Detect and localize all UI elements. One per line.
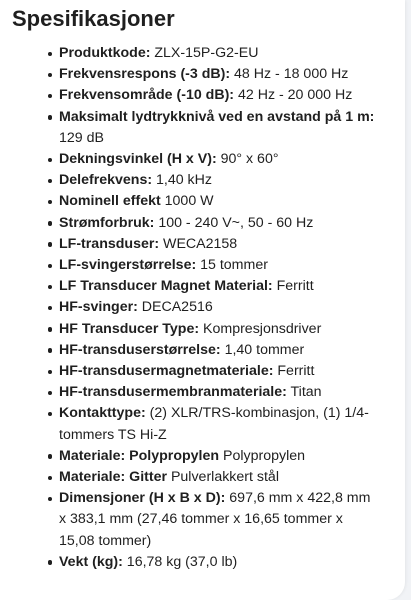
spec-value: (2) XLR/TRS-kombinasjon, (1) 1/4-tommers TS Hi-Z [59, 405, 369, 443]
spec-label: Nominell effekt [59, 193, 161, 210]
spec-label: HF-svinger: [59, 299, 138, 316]
spec-label: Maksimalt lydtrykknivå ved en avstand på 1 m: [59, 108, 375, 125]
spec-label: LF Transducer Magnet Material: [59, 278, 273, 295]
spec-item [59, 107, 377, 149]
spec-label: Strømforbruk: [59, 214, 155, 231]
spec-item [59, 361, 377, 382]
spec-item [59, 85, 377, 106]
spec-item [59, 234, 377, 255]
spec-label: Materiale: Polypropylen [59, 447, 220, 464]
spec-label: LF-transduser: [59, 235, 160, 252]
spec-value: 100 - 240 V~, 50 - 60 Hz [154, 214, 314, 231]
spec-item [59, 213, 377, 234]
spec-value: 16,78 kg (37,0 lb) [122, 553, 238, 570]
spec-item [59, 64, 377, 85]
spec-item [59, 488, 377, 552]
spec-item [59, 170, 377, 191]
spec-item [59, 297, 377, 318]
spec-label: Produktkode: [59, 45, 151, 61]
spec-value: 15 tommer [196, 257, 268, 274]
spec-value: ZLX-15P-G2-EU [150, 45, 259, 61]
spec-value: DECA2516 [137, 299, 213, 316]
spec-value: Pulverlakkert stål [167, 469, 279, 486]
spec-value: 90° x 60° [216, 151, 279, 168]
spec-value: Polypropylen [219, 447, 306, 464]
spec-value: 129 dB [59, 129, 104, 146]
spec-value: 697,6 mm x 422,8 mm x 383,1 mm (27,46 tommer x 16,65 tommer x 15,08 tommer) [59, 490, 371, 549]
spec-label: Frekvensrespons (-3 dB): [59, 66, 231, 83]
spec-label: Dekningsvinkel (H x V): [59, 151, 217, 168]
spec-value: Titan [286, 384, 322, 401]
spec-label: Kontakttype: [59, 405, 146, 422]
spec-item [59, 276, 377, 297]
spec-label: LF-svingerstørrelse: [59, 257, 197, 274]
spec-value: Ferritt [272, 278, 314, 295]
spec-label: Dimensjoner (H x B x D): [59, 490, 226, 507]
spec-value: 1,40 tommer [220, 341, 305, 358]
spec-item [59, 403, 377, 445]
spec-value: 1000 W [160, 193, 214, 210]
spec-value: 42 Hz - 20 000 Hz [234, 87, 353, 104]
spec-label: HF Transducer Type: [59, 320, 200, 337]
spec-label: Vekt (kg): [59, 553, 123, 570]
spec-item [59, 446, 377, 467]
spec-label: Delefrekvens: [59, 172, 153, 189]
spec-item [59, 191, 377, 212]
spec-label: HF-transdusermagnetmateriale: [59, 363, 274, 380]
spec-value: Ferritt [273, 363, 315, 380]
section-title: Spesifikasjoner [12, 6, 175, 31]
spec-label: Frekvensområde (-10 dB): [59, 87, 235, 104]
spec-item [59, 319, 377, 340]
spec-item [59, 255, 377, 276]
spec-value: Kompresjonsdriver [199, 320, 322, 337]
spec-value: 1,40 kHz [152, 172, 212, 189]
spec-item [59, 340, 377, 361]
spec-item [59, 149, 377, 170]
specifications-list [0, 43, 377, 573]
spec-item [59, 382, 377, 403]
spec-value: 48 Hz - 18 000 Hz [230, 66, 349, 83]
spec-item [59, 43, 377, 64]
spec-item [59, 552, 377, 573]
spec-item [59, 467, 377, 488]
spec-value: WECA2158 [159, 235, 238, 252]
spec-label: Materiale: Gitter [59, 469, 168, 486]
spec-label: HF-transdusermembranmateriale: [59, 384, 287, 401]
spec-label: HF-transduserstørrelse: [59, 341, 221, 358]
